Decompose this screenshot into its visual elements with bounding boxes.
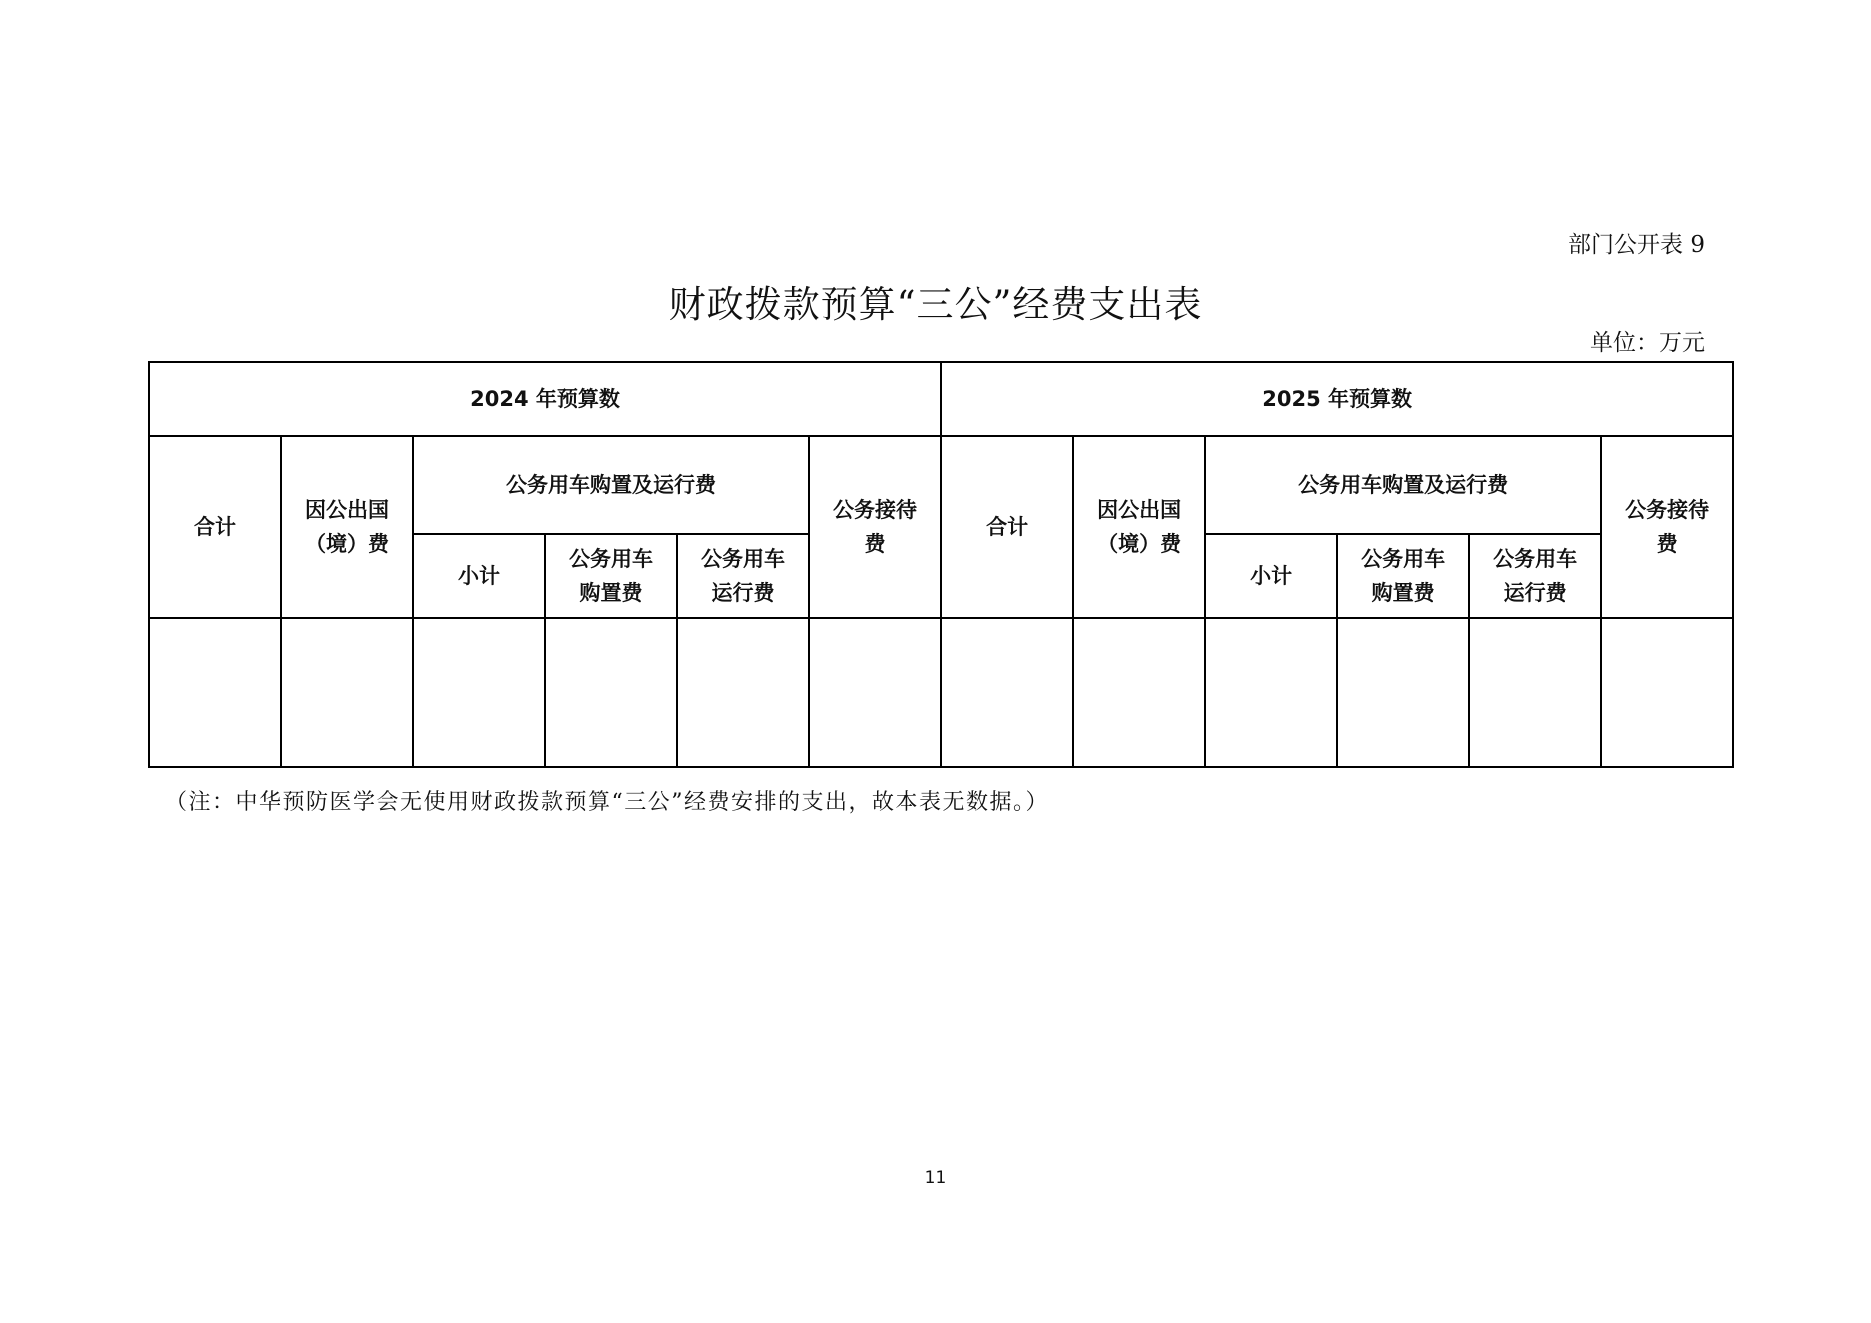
cell-subtotal-2024 [413,618,545,767]
column-header-row [149,436,1733,534]
footnote: （注：中华预防医学会无使用财政拨款预算“三公”经费安排的支出，故本表无数据。） [165,790,1049,815]
col-abroad-2025: 因公出国（境）费 [1073,436,1205,618]
cell-reception-2024 [809,618,941,767]
cell-total-2025 [941,618,1073,767]
cell-vehicle-operation-2024 [677,618,809,767]
table-number: 部门公开表 9 [1568,232,1705,258]
col-total-2024: 合计 [149,436,281,618]
cell-total-2024 [149,618,281,767]
group-header-2024: 2024 年预算数 [149,362,941,436]
col-subtotal-2025: 小计 [1205,534,1337,618]
cell-abroad-2025 [1073,618,1205,767]
col-vehicle-operation-2025: 公务用车运行费 [1469,534,1601,618]
col-abroad-2024: 因公出国（境）费 [281,436,413,618]
page-number: 11 [924,1168,947,1188]
col-vehicle-2024: 公务用车购置及运行费 [413,436,809,534]
col-subtotal-2024: 小计 [413,534,545,618]
col-vehicle-purchase-2024: 公务用车购置费 [545,534,677,618]
cell-abroad-2024 [281,618,413,767]
col-reception-2024: 公务接待费 [809,436,941,618]
page-title: 财政拨款预算“三公”经费支出表 [668,283,1203,326]
cell-subtotal-2025 [1205,618,1337,767]
col-vehicle-operation-2024: 公务用车运行费 [677,534,809,618]
col-vehicle-2025: 公务用车购置及运行费 [1205,436,1601,534]
group-header-2025: 2025 年预算数 [941,362,1733,436]
cell-vehicle-purchase-2025 [1337,618,1469,767]
table-row [149,618,1733,767]
col-vehicle-purchase-2025: 公务用车购置费 [1337,534,1469,618]
cell-vehicle-purchase-2024 [545,618,677,767]
budget-table [148,361,1734,768]
group-header-row [149,362,1733,436]
cell-reception-2025 [1601,618,1733,767]
col-reception-2025: 公务接待费 [1601,436,1733,618]
unit-label: 单位：万元 [1590,330,1705,356]
cell-vehicle-operation-2025 [1469,618,1601,767]
col-total-2025: 合计 [941,436,1073,618]
